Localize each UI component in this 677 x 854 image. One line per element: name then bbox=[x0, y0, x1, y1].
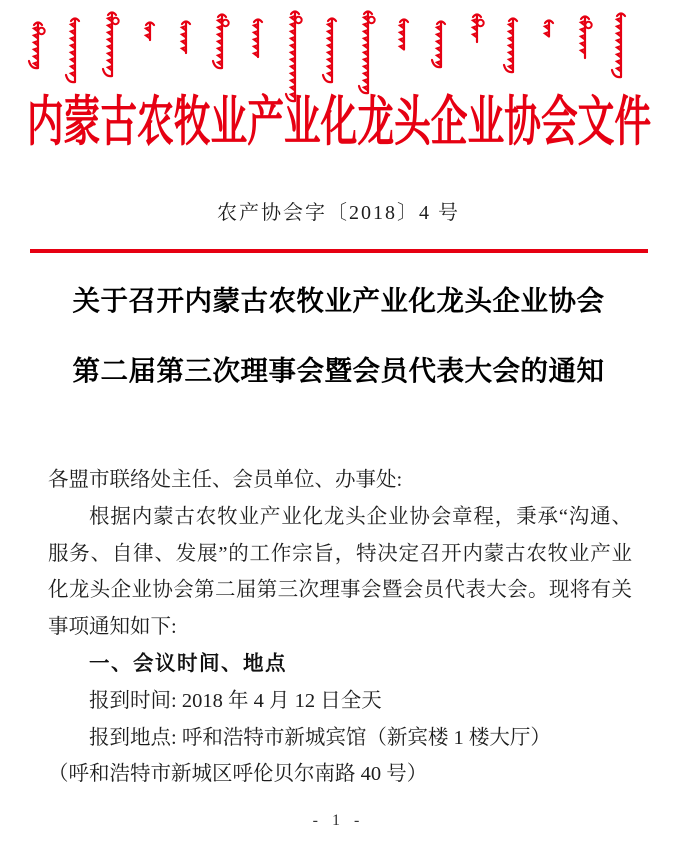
paragraph-line: 事项通知如下: bbox=[48, 616, 177, 639]
document-body bbox=[48, 462, 632, 793]
document-title-line1: 关于召开内蒙古农牧业产业化龙头企业协会 bbox=[72, 285, 605, 316]
letterhead-org-title: 内蒙古农牧业产业化龙头企业协会文件 bbox=[26, 92, 651, 152]
section-heading-meeting-time-location: 一、会议时间、地点 bbox=[89, 651, 287, 675]
paragraph-line: 服务、自律、发展”的工作宗旨，特决定召开内蒙古农牧业产业 bbox=[48, 542, 632, 565]
document-number: 农产协会字〔2018〕4 号 bbox=[217, 202, 460, 224]
address-line: （呼和浩特市新城区呼伦贝尔南路 40 号） bbox=[48, 763, 428, 786]
paragraph-line: 化龙头企业协会第二届第三次理事会暨会员代表大会。现将有关 bbox=[48, 579, 632, 602]
document-title-line2: 第二届第三次理事会暨会员代表大会的通知 bbox=[72, 355, 605, 386]
letterhead bbox=[0, 92, 677, 152]
paragraph-line: 根据内蒙古农牧业产业化龙头企业协会章程，秉承“沟通、 bbox=[89, 505, 632, 528]
registration-time-line: 报到时间: 2018 年 4 月 12 日全天 bbox=[89, 689, 382, 712]
registration-place-line: 报到地点: 呼和浩特市新城宾馆（新宾楼 1 楼大厅） bbox=[89, 726, 551, 749]
salutation: 各盟市联络处主任、会员单位、办事处: bbox=[48, 469, 403, 491]
red-divider-rule bbox=[30, 249, 648, 253]
page-number: - 1 - bbox=[312, 812, 365, 829]
